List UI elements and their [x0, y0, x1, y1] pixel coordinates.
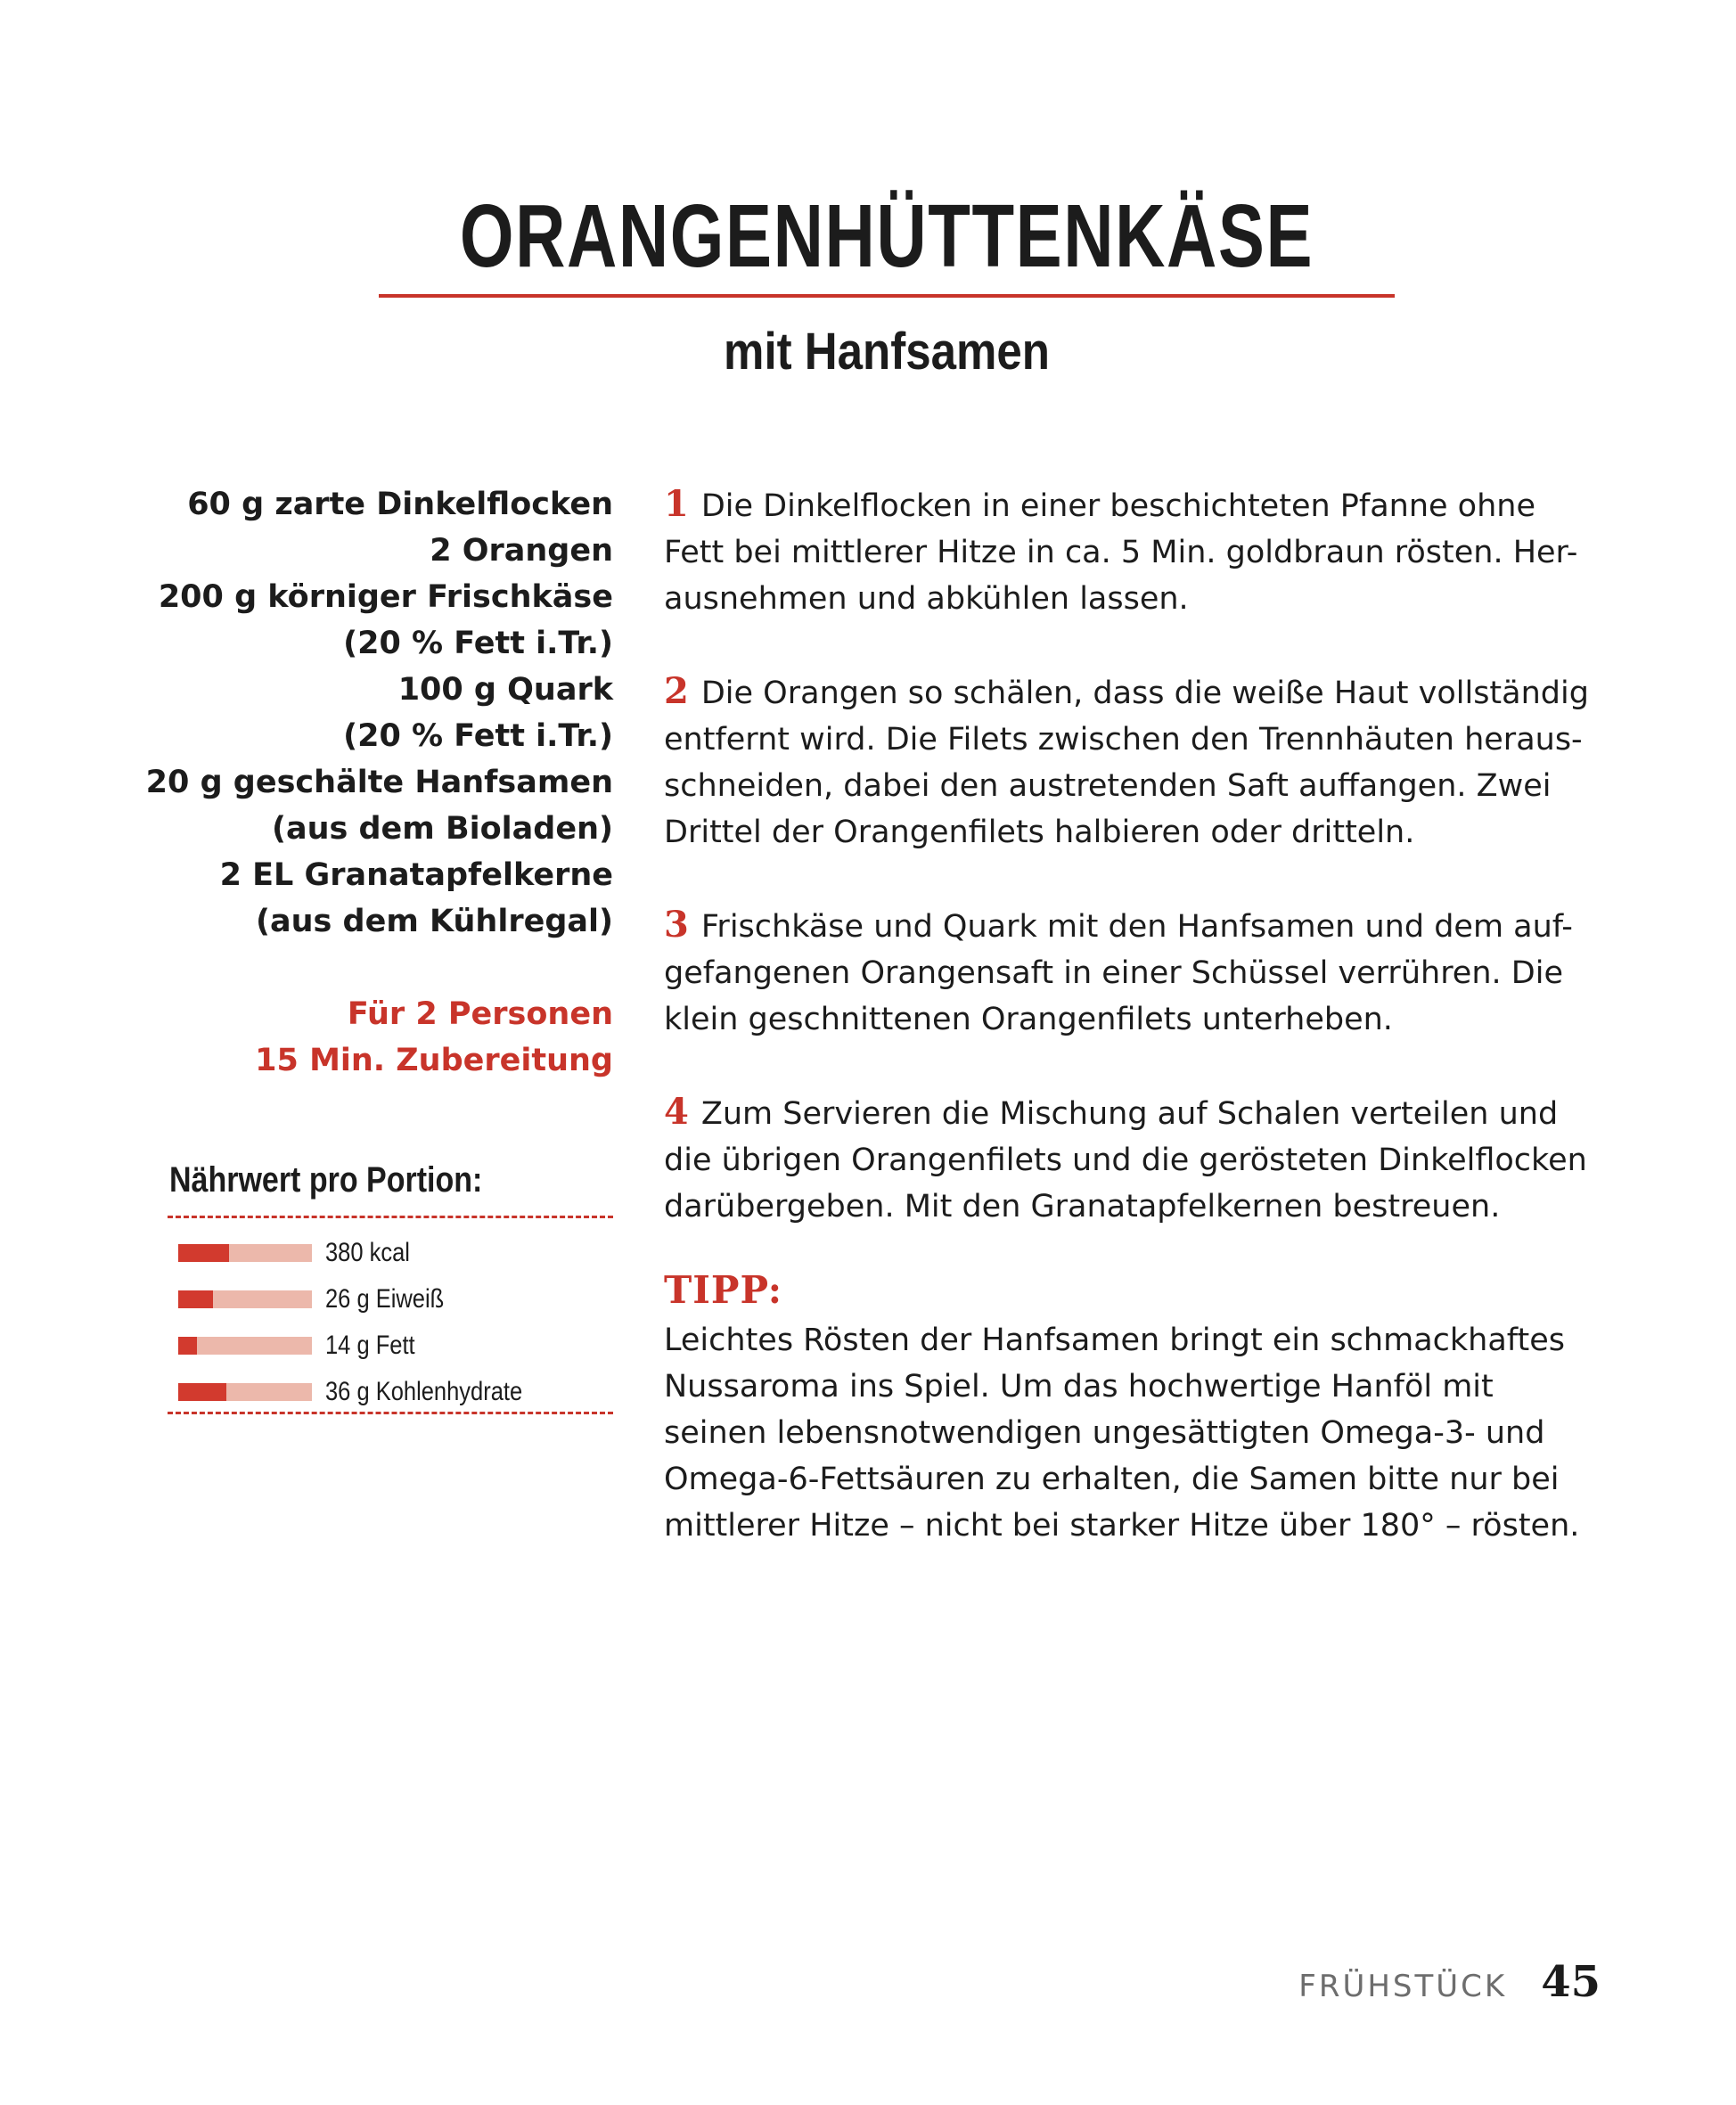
- nutrition-row: [178, 1276, 557, 1323]
- servings: Für 2 Personen: [347, 996, 613, 1032]
- ingredient-line: 60 g zarte Dinkelflocken: [187, 487, 613, 522]
- ingredient-line: 2 EL Granatapfelkerne: [219, 857, 613, 893]
- page-footer: [1298, 1957, 1601, 2007]
- recipe-subtitle: mit Hanfsamen: [724, 323, 1050, 381]
- tip-text-line: Leichtes Rösten der Hanfsamen bringt ein schmackhaftes: [664, 1323, 1565, 1358]
- tip-text-line: Nussaroma ins Spiel. Um das hochwertige Hanföl mit: [664, 1369, 1494, 1405]
- nutrition-label: 36 g Kohlenhydrate: [325, 1377, 523, 1406]
- ingredient-line: 200 g körniger Frischkäse: [158, 579, 613, 615]
- step-number: 3: [664, 904, 689, 946]
- nutrition-label: 380 kcal: [325, 1238, 410, 1267]
- nutrition-heading: Nährwert pro Portion:: [169, 1160, 483, 1200]
- prep-time: 15 Min. Zubereitung: [255, 1043, 613, 1078]
- step-text-line: gefangenen Orangensaft in einer Schüssel verrühren. Die: [664, 955, 1563, 991]
- nutrition-bar-fill: [178, 1337, 197, 1355]
- instruction-steps: [664, 481, 1617, 1276]
- ingredient-line: (aus dem Bioladen): [271, 811, 613, 847]
- ingredient-line: (20 % Fett i.Tr.): [343, 718, 613, 754]
- step-text-line: darübergeben. Mit den Granatapfelkernen bestreuen.: [664, 1189, 1501, 1225]
- tip-text-line: Omega-6-Fettsäuren zu erhalten, die Samen bitte nur bei: [664, 1462, 1560, 1497]
- nutrition-bar-fill: [178, 1244, 229, 1262]
- step-text-line: Die Dinkelflocken in einer beschichteten Pfanne ohne: [700, 488, 1535, 524]
- title-underline: [379, 294, 1395, 298]
- nutrition-row: [178, 1369, 557, 1415]
- nutrition-bar: [178, 1244, 312, 1262]
- step-text-line: Zum Servieren die Mischung auf Schalen verteilen und: [700, 1096, 1559, 1132]
- step-4: [664, 1089, 1617, 1230]
- step-text-line: Fett bei mittlerer Hitze in ca. 5 Min. goldbraun rösten. Her-: [664, 535, 1578, 570]
- nutrition-row: [178, 1230, 557, 1276]
- ingredient-line: 20 g geschälte Hanfsamen: [145, 765, 613, 800]
- tip-box: [664, 1264, 1617, 1549]
- step-text-line: schneiden, dabei den austretenden Saft auffangen. Zwei: [664, 768, 1552, 804]
- ingredient-line: (20 % Fett i.Tr.): [343, 626, 613, 661]
- step-text-line: Drittel der Orangenfilets halbieren oder dritteln.: [664, 815, 1415, 850]
- step-3: [664, 902, 1617, 1043]
- nutrition-top-divider: [168, 1216, 613, 1218]
- tip-text-line: mittlerer Hitze – nicht bei starker Hitze über 180° – rösten.: [664, 1508, 1580, 1544]
- step-text-line: Frischkäse und Quark mit den Hanfsamen und dem auf-: [700, 909, 1573, 945]
- nutrition-label: 26 g Eiweiß: [325, 1284, 445, 1314]
- recipe-title: ORANGENHÜTTENKÄSE: [459, 186, 1314, 286]
- nutrition-bar: [178, 1290, 312, 1308]
- step-1: [664, 481, 1617, 622]
- step-text-line: ausnehmen und abkühlen lassen.: [664, 581, 1189, 617]
- step-number: 1: [664, 483, 689, 525]
- nutrition-bar: [178, 1337, 312, 1355]
- ingredient-line: (aus dem Kühlregal): [256, 904, 613, 939]
- nutrition-list: [178, 1230, 557, 1415]
- step-text-line: klein geschnittenen Orangenfilets unterheben.: [664, 1002, 1393, 1037]
- step-2: [664, 668, 1617, 856]
- step-number: 2: [664, 670, 689, 712]
- tip-text-line: seinen lebensnotwendigen ungesättigten Omega-3- und: [664, 1415, 1545, 1451]
- step-text-line: entfernt wird. Die Filets zwischen den Trennhäuten heraus-: [664, 722, 1583, 758]
- page-number: 45: [1541, 1957, 1601, 2007]
- nutrition-label: 14 g Fett: [325, 1331, 415, 1360]
- recipe-meta: [134, 991, 613, 1084]
- nutrition-bar-fill: [178, 1290, 213, 1308]
- tip-heading: TIPP:: [664, 1268, 783, 1312]
- step-number: 4: [664, 1091, 689, 1133]
- nutrition-row: [178, 1323, 557, 1369]
- nutrition-bottom-divider: [168, 1412, 613, 1414]
- ingredient-line: 2 Orangen: [430, 533, 613, 569]
- step-text-line: Die Orangen so schälen, dass die weiße Haut vollständig: [700, 676, 1589, 711]
- nutrition-bar: [178, 1383, 312, 1401]
- step-text-line: die übrigen Orangenfilets und die gerösteten Dinkelflocken: [664, 1143, 1587, 1178]
- nutrition-bar-fill: [178, 1383, 226, 1401]
- section-name: FRÜHSTÜCK: [1298, 1969, 1508, 2004]
- ingredient-list: [134, 481, 613, 945]
- ingredient-line: 100 g Quark: [397, 672, 613, 708]
